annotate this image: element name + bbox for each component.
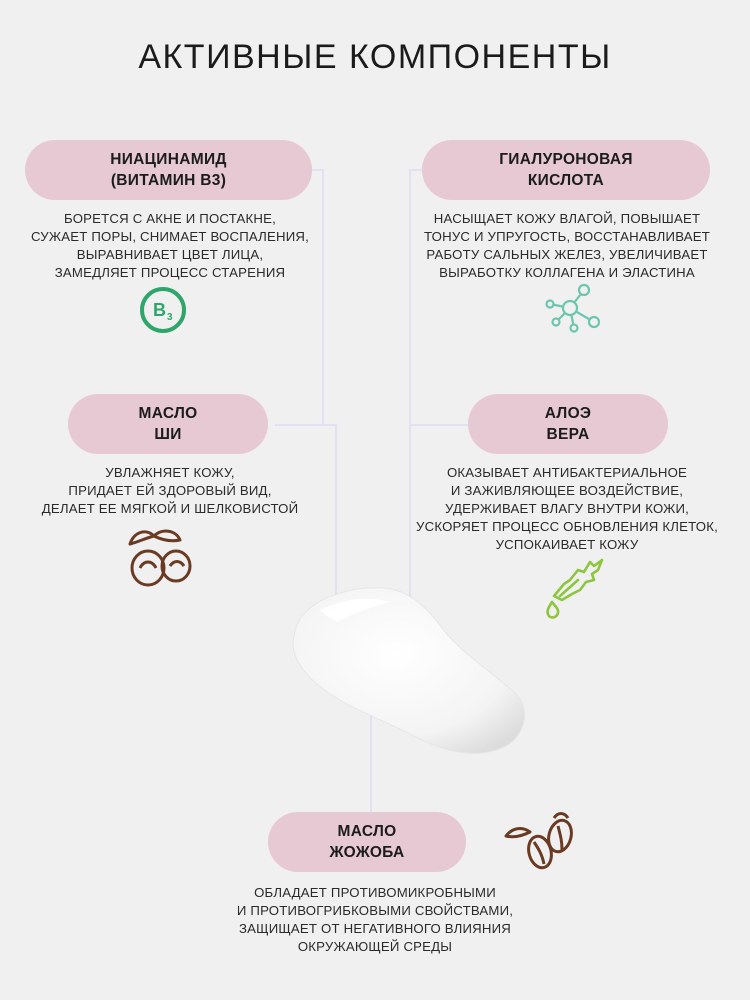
pill-line: ШИ (154, 426, 182, 443)
shea-nut-icon (124, 526, 198, 588)
ingredient-niacinamide-description: БОРЕТСЯ С АКНЕ И ПОСТАКНЕ, СУЖАЕТ ПОРЫ, СНИМАЕТ ВОСПАЛЕНИЯ, ВЫРАВНИВАЕТ ЦВЕТ ЛИЦА, ЗАМЕДЛЯЕТ ПРОЦЕСС СТАРЕНИЯ (30, 211, 310, 280)
pill-line: КИСЛОТА (527, 172, 605, 189)
pill-line: ЖОЖОБА (329, 844, 405, 861)
pill-line: АЛОЭ (544, 405, 592, 422)
ingredient-niacinamide-pill (25, 140, 312, 200)
ingredient-jojoba-description: ОБЛАДАЕТ ПРОТИВОМИКРОБНЫМИ И ПРОТИВОГРИБКОВЫМИ СВОЙСТВАМИ, ЗАЩИЩАЕТ ОТ НЕГАТИВНОГО ВЛИЯНИЯ ОКРУЖАЮЩЕЙ СРЕДЫ (236, 885, 514, 954)
svg-text:B: B (153, 300, 166, 320)
connector-hyaluronic-aloe (410, 170, 468, 425)
pill-line: МАСЛО (337, 823, 397, 840)
pill-line: НИАЦИНАМИД (110, 151, 227, 168)
molecule-icon (540, 282, 604, 338)
pill-line: ВЕРА (546, 426, 590, 443)
pill-line: (ВИТАМИН В3) (110, 172, 227, 189)
ingredient-hyaluronic-description: НАСЫЩАЕТ КОЖУ ВЛАГОЙ, ПОВЫШАЕТ ТОНУС И УПРУГОСТЬ, ВОССТАНАВЛИВАЕТ РАБОТУ САЛЬНЫХ ЖЕЛЕЗ, УВЕЛИЧИВАЕТ ВЫРАБОТКУ КОЛЛАГЕНА И ЭЛАСТИНА (423, 211, 710, 280)
connector-niacinamide-shea (275, 170, 323, 425)
cream-smear-illustration (280, 576, 530, 766)
page-title: АКТИВНЫЕ КОМПОНЕНТЫ (138, 38, 612, 76)
aloe-leaf-icon (540, 558, 608, 622)
ingredient-jojoba-pill (268, 812, 466, 872)
ingredient-aloe-pill (468, 394, 668, 454)
ingredient-aloe-description: ОКАЗЫВАЕТ АНТИБАКТЕРИАЛЬНОЕ И ЗАЖИВЛЯЮЩЕЕ ВОЗДЕЙСТВИЕ, УДЕРЖИВАЕТ ВЛАГУ ВНУТРИ КОЖИ, УСКОРЯЕТ ПРОЦЕСС ОБНОВЛЕНИЯ КЛЕТОК, УСПОКАИВАЕТ КОЖУ (416, 465, 718, 552)
pill-line: МАСЛО (138, 405, 198, 422)
ingredient-shea-description: УВЛАЖНЯЕТ КОЖУ, ПРИДАЕТ ЕЙ ЗДОРОВЫЙ ВИД, ДЕЛАЕТ ЕЕ МЯГКОЙ И ШЕЛКОВИСТОЙ (41, 465, 299, 516)
ingredient-hyaluronic-pill (422, 140, 710, 200)
svg-text:3: 3 (167, 312, 173, 323)
ingredient-shea-pill (68, 394, 268, 454)
pill-line: ГИАЛУРОНОВАЯ (499, 151, 633, 168)
jojoba-seeds-icon (500, 806, 580, 878)
vitamin-b3-icon (139, 286, 187, 334)
